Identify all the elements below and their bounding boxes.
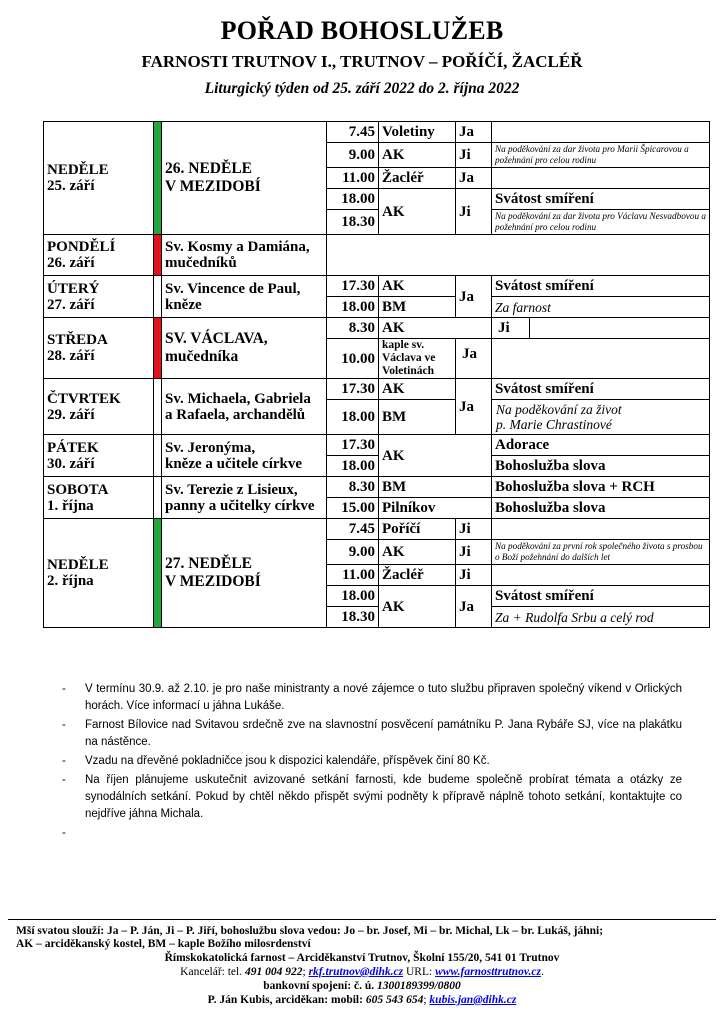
mass-place: Poříčí (379, 519, 456, 540)
day-cell (44, 122, 154, 235)
mass-time: 18.00 (327, 297, 379, 318)
mass-intention (492, 400, 710, 435)
confession-note: Svátost smíření (492, 189, 710, 210)
footer-legend-places: AK – arciděkanský kostel, BM – kaple Božího milosrdenství (16, 938, 311, 950)
feast-line: mučedníků (165, 255, 237, 271)
day-cell (44, 276, 154, 318)
footer-office-contact: Kancelář: tel. 491 004 922; rkf.trutnov@dihk.cz URL: www.farnosttrutnov.cz. (180, 966, 544, 978)
feast-line: 26. NEDĚLE (165, 160, 252, 177)
liturgical-color-green (154, 122, 162, 235)
mass-intention: Na poděkování za první rok společného života s prosbou o Boží požehnání do dalších let (492, 540, 710, 565)
mass-priest: Ja (456, 379, 492, 435)
mass-place: AK (379, 276, 456, 297)
document-subtitle: FARNOSTI TRUTNOV I., TRUTNOV – POŘÍČÍ, ŽACLÉŘ (141, 52, 583, 71)
intention-line: Na poděkování za život (496, 402, 622, 417)
footer-parish-address: Římskokatolická farnost – Arciděkanství Trutnov, Školní 155/20, 541 01 Trutnov (164, 952, 560, 964)
day-name: STŘEDA (47, 332, 108, 348)
feast-line: panny a učitelky církve (165, 497, 315, 514)
footer-legend-clergy: Mší svatou slouží: Ja – P. Ján, Ji – P. Jiří, bohoslužbu slova vedou: Jo – br. Josef, Mi – br. Michal, Lk – br. Lukáš, jáhni; (16, 925, 604, 937)
day-name: PÁTEK (47, 439, 99, 456)
feast-line: Sv. Kosmy a Damiána, (165, 239, 310, 255)
mass-intention: Na poděkování za dar života pro Marii Špicarovou a požehnání pro celou rodinu (492, 143, 710, 168)
mass-time: 8.30 (327, 477, 379, 498)
announcement-item: - Farnost Bílovice nad Svitavou srdečně zve na slavnostní posvěcení památníku P. Jana Rybáře SJ, více na plakátku na nástěnce. (62, 717, 682, 751)
no-services (327, 235, 710, 276)
day-cell (44, 318, 154, 379)
feast-line: a Rafaela, archandělů (165, 406, 306, 423)
mass-place: Žacléř (379, 565, 456, 586)
feast-line: kněze (165, 296, 202, 313)
mass-priest: Ji (492, 318, 530, 338)
url-label: URL: (406, 966, 433, 978)
mass-priest: Ji (456, 565, 492, 586)
mass-place-cell (379, 339, 492, 379)
feast-cell (162, 519, 327, 628)
feast-cell (162, 122, 327, 235)
feast-line: Sv. Jeronýma, (165, 439, 256, 456)
announcement-item: - Vzadu na dřevěné pokladničce jsou k dispozici kalendáře, příspěvek činí 80 Kč. (62, 753, 682, 770)
mass-place: Pilníkov (379, 498, 492, 519)
feast-line: V MEZIDOBÍ (165, 573, 261, 590)
announcement-item: - V termínu 30.9. až 2.10. je pro naše ministranty a nové zájemce o tuto službu připraven společný víkend v Orlických horách. Více informací u jáhna Lukáše. (62, 681, 682, 715)
mass-time: 18.00 (327, 456, 379, 477)
service-note: Bohoslužba slova (492, 498, 710, 519)
day-date: 30. září (47, 455, 95, 472)
mass-priest: Ji (456, 189, 492, 235)
liturgical-week: Liturgický týden od 25. září 2022 do 2. října 2022 (204, 80, 520, 97)
feast-line: Sv. Michaela, Gabriela (165, 390, 311, 407)
mass-time: 18.00 (327, 189, 379, 210)
mass-time: 18.00 (327, 400, 379, 435)
feast-line: Sv. Terezie z Lisieux, (165, 481, 298, 498)
announcements-list (62, 681, 682, 825)
liturgical-color-white (154, 379, 162, 435)
mass-place: BM (379, 297, 456, 318)
feast-cell (162, 379, 327, 435)
website-link[interactable]: www.farnosttrutnov.cz (435, 966, 541, 978)
mass-time: 15.00 (327, 498, 379, 519)
mass-time: 9.00 (327, 143, 379, 168)
mass-place: BM (379, 400, 456, 435)
feast-line: Sv. Vincence de Paul, (165, 280, 301, 297)
service-note: Bohoslužba slova (492, 456, 710, 477)
mass-time: 17.30 (327, 379, 379, 400)
day-cell (44, 435, 154, 477)
mass-time: 10.00 (327, 339, 379, 379)
mass-priest: Ja (456, 586, 492, 628)
feast-line: kněze a učitele církve (165, 455, 303, 472)
mass-priest: Ji (456, 519, 492, 540)
mass-place: AK (379, 379, 456, 400)
office-label: Kancelář: tel. (180, 966, 243, 978)
feast-cell (162, 235, 327, 276)
mass-note (492, 339, 710, 379)
document-title: POŘAD BOHOSLUŽEB (220, 16, 504, 45)
feast-cell (162, 276, 327, 318)
day-cell (44, 235, 154, 276)
mass-note (492, 122, 710, 143)
mass-priest-cell (492, 318, 710, 339)
day-name: NEDĚLE (47, 557, 109, 573)
mass-place: AK (379, 540, 456, 565)
day-name: PONDĚLÍ (47, 239, 116, 255)
office-phone: 491 004 922 (244, 966, 303, 978)
mass-time: 18.00 (327, 586, 379, 607)
liturgical-color-white (154, 276, 162, 318)
mass-priest: Ja (456, 168, 492, 189)
mass-time: 8.30 (327, 318, 379, 339)
bank-label: bankovní spojení: č. ú. (263, 980, 375, 992)
schedule-table (43, 121, 710, 628)
mass-place: Voletiny (379, 122, 456, 143)
feast-cell (162, 477, 327, 519)
mass-intention: Za + Rudolfa Srbu a celý rod (492, 607, 710, 628)
priest-label: P. Ján Kubis, arciděkan: mobil: (207, 994, 363, 1006)
day-date: 27. září (47, 296, 95, 313)
day-cell (44, 477, 154, 519)
footer-divider (8, 919, 716, 920)
liturgical-color-white (154, 477, 162, 519)
mass-place: kaple sv. Václava ve Voletinách (382, 339, 436, 377)
day-cell (44, 379, 154, 435)
mass-priest: Ja (455, 339, 491, 378)
liturgical-color-white (154, 435, 162, 477)
day-name: NEDĚLE (47, 162, 109, 178)
mass-priest: Ji (456, 540, 492, 565)
priest-email-link[interactable]: kubis.jan@dihk.cz (429, 994, 517, 1006)
mass-intention: Za farnost (492, 297, 710, 318)
office-email-link[interactable]: rkf.trutnov@dihk.cz (308, 966, 404, 978)
liturgical-color-red (154, 318, 162, 379)
schedule-row (44, 122, 710, 143)
mass-time: 17.30 (327, 435, 379, 456)
mass-place: Žacléř (379, 168, 456, 189)
mass-time: 18.30 (327, 210, 379, 235)
feast-line: mučedníka (165, 348, 239, 365)
footer-priest-contact: P. Ján Kubis, arciděkan: mobil: 605 543 654; kubis.jan@dihk.cz (207, 994, 517, 1006)
mass-time: 18.30 (327, 607, 379, 628)
service-note: Adorace (492, 435, 710, 456)
mass-place: AK (379, 143, 456, 168)
mass-time: 7.45 (327, 519, 379, 540)
mass-place: AK (379, 586, 456, 628)
mass-note (492, 565, 710, 586)
feast-line: SV. VÁCLAVA, (165, 330, 268, 347)
day-date: 29. září (47, 406, 95, 423)
mass-note (492, 519, 710, 540)
priest-mobile: 605 543 654 (365, 994, 424, 1006)
mass-time: 7.45 (327, 122, 379, 143)
day-name: SOBOTA (47, 481, 109, 498)
mass-priest: Ja (456, 276, 492, 318)
feast-cell (162, 435, 327, 477)
mass-priest: Ji (456, 143, 492, 168)
mass-intention: Na poděkování za dar života pro Václavu Nesvadbovou a požehnání pro celou rodinu (492, 210, 710, 235)
confession-note: Svátost smíření (492, 276, 710, 297)
feast-cell (162, 318, 327, 379)
feast-line: V MEZIDOBÍ (165, 178, 261, 195)
day-name: ČTVRTEK (47, 390, 121, 407)
mass-place: AK (379, 435, 492, 477)
day-name: ÚTERÝ (47, 280, 100, 297)
mass-place: AK (379, 189, 456, 235)
intention-line: p. Marie Chrastinové (496, 417, 612, 432)
mass-note (492, 168, 710, 189)
day-cell (44, 519, 154, 628)
service-note: Bohoslužba slova + RCH (492, 477, 710, 498)
mass-time: 11.00 (327, 168, 379, 189)
day-date: 28. září (47, 348, 95, 364)
footer-bank (0, 980, 724, 993)
announcement-item: - Na říjen plánujeme uskutečnit avizované setkání farnosti, kde budeme společně probírat témata a otázky ze synodálních setkání. Pokud by chtěl někdo přispět svými podněty k přípravě náplně tohoto setkání, kontaktujte co nejdříve jáhna Michala. (62, 772, 682, 823)
mass-place-priest (379, 318, 492, 339)
confession-note: Svátost smíření (492, 586, 710, 607)
day-date: 25. září (47, 178, 95, 194)
day-date: 26. září (47, 255, 95, 271)
confession-note: Svátost smíření (492, 379, 710, 400)
bank-account: 1300189399/0800 (377, 980, 461, 992)
day-date: 1. října (47, 497, 94, 514)
mass-time: 9.00 (327, 540, 379, 565)
mass-place: AK (382, 320, 405, 336)
mass-priest: Ja (456, 122, 492, 143)
day-date: 2. října (47, 573, 94, 589)
liturgical-color-green (154, 519, 162, 628)
mass-time: 17.30 (327, 276, 379, 297)
mass-place: BM (379, 477, 492, 498)
liturgical-color-red (154, 235, 162, 276)
mass-time: 11.00 (327, 565, 379, 586)
feast-line: 27. NEDĚLE (165, 555, 252, 572)
